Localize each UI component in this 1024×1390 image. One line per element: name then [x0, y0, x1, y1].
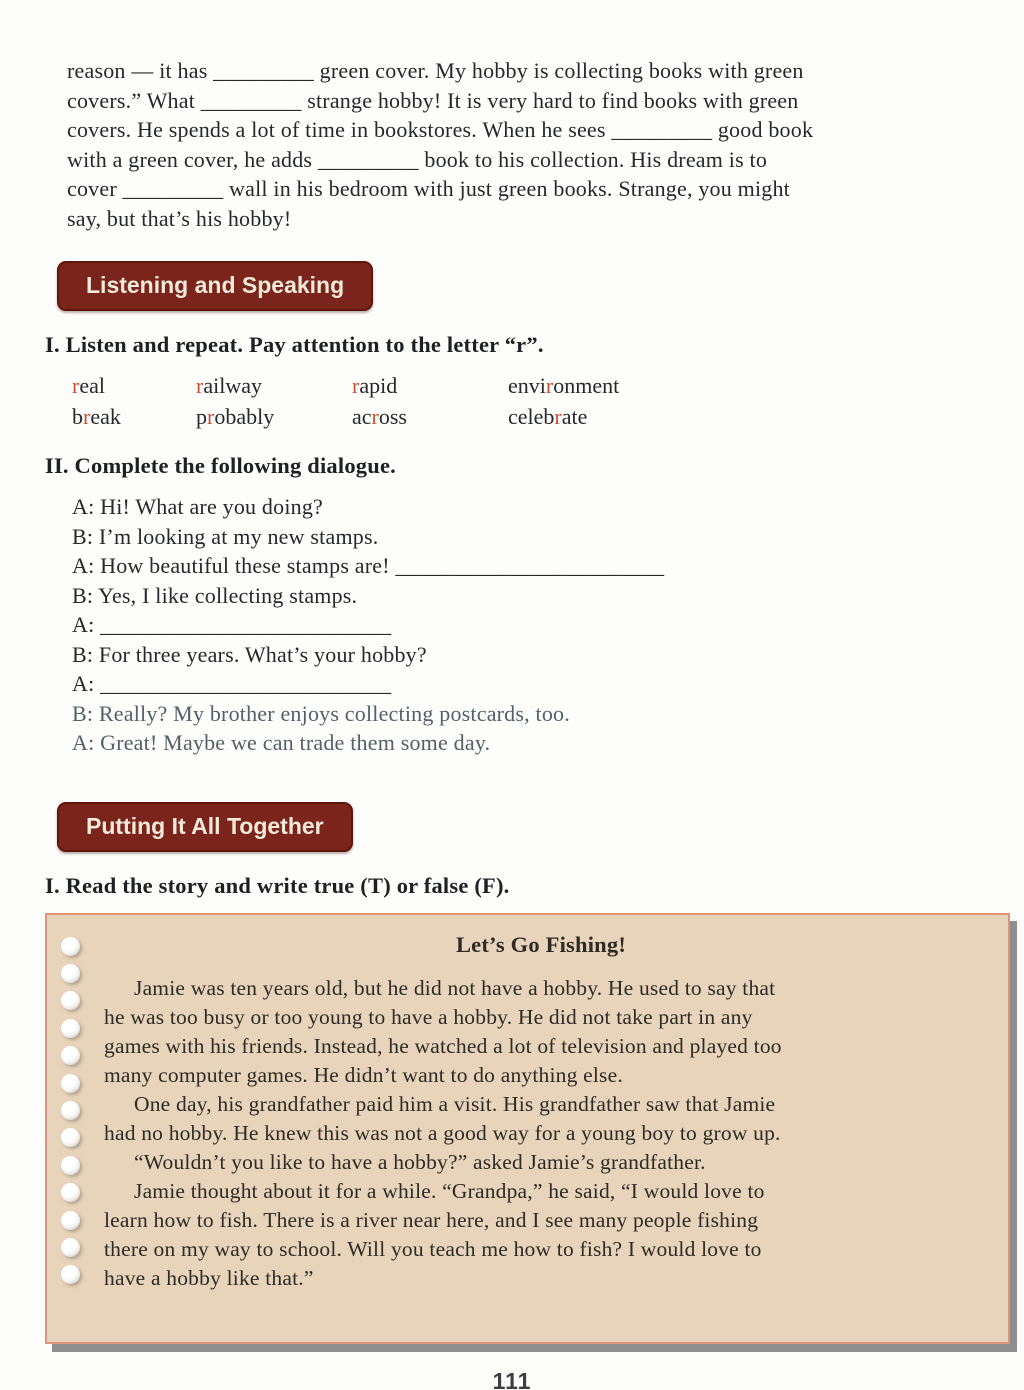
intro-line: say, but that’s his hobby!: [67, 205, 292, 231]
task-read-story-heading: I. Read the story and write true (T) or false (F).: [45, 872, 510, 898]
page-number: 111: [492, 1367, 532, 1390]
binding-hole-icon: [61, 964, 80, 983]
story-line: Jamie thought about it for a while. “Grandpa,” he said, “I would love to: [134, 1178, 765, 1203]
word-part: oss: [378, 404, 407, 429]
intro-line: cover _________ wall in his bedroom with just green books. Strange, you might: [67, 176, 790, 201]
word-part: envi: [508, 373, 546, 398]
word-part: onment: [553, 373, 620, 398]
word-part: celeb: [508, 404, 555, 429]
dialogue-line: A: Great! Maybe we can trade them some day.: [72, 730, 491, 755]
story-title: Let’s Go Fishing!: [455, 931, 627, 957]
dialogue-line: B: Yes, I like collecting stamps.: [72, 582, 358, 608]
dialogue-line: A: Hi! What are you doing?: [72, 494, 324, 519]
word-rapid: [352, 370, 508, 401]
story-line: he was too busy or too young to have a hobby. He did not take part in any: [104, 1004, 753, 1029]
story-line: “Wouldn’t you like to have a hobby?” asked Jamie’s grandfather.: [134, 1149, 706, 1174]
word-part: b: [72, 404, 83, 429]
binding-hole-icon: [61, 1211, 80, 1230]
task-complete-dialogue-heading: II. Complete the following dialogue.: [45, 453, 396, 478]
word-part: ac: [352, 404, 372, 429]
binding-hole-icon: [61, 991, 80, 1010]
intro-line: reason — it has _________ green cover. My hobby is collecting books with green: [67, 58, 804, 83]
putting-it-all-together-banner: Putting It All Together: [57, 802, 353, 852]
binding-hole-icon: [61, 1128, 80, 1147]
task-listen-repeat-heading: I. Listen and repeat. Pay attention to the letter “r”.: [45, 332, 544, 357]
story-line: learn how to fish. There is a river near here, and I see many people fishing: [104, 1207, 759, 1232]
word-railway: [196, 370, 352, 401]
dialogue-line: B: I’m looking at my new stamps.: [72, 523, 379, 549]
story-text: [104, 974, 978, 1293]
word-part-red-r: r: [196, 373, 204, 398]
word-celebrate: [508, 401, 1024, 432]
word-probably: [196, 401, 352, 432]
dialogue-blank-line: A: __________________________: [72, 671, 392, 696]
intro-line: with a green cover, he adds _________ book to his collection. His dream is to: [67, 146, 768, 172]
word-part: p: [196, 404, 207, 429]
binding-hole-icon: [61, 1046, 80, 1065]
binding-hole-icon: [61, 1101, 80, 1120]
word-part-red-r: r: [554, 404, 562, 429]
dialogue-line-with-blank: A: How beautiful these stamps are! ________________________: [72, 553, 665, 578]
intro-paragraph: [67, 0, 1024, 233]
binding-hole-icon: [61, 1074, 80, 1093]
word-part-red-r: r: [83, 404, 91, 429]
binding-hole-icon: [61, 1019, 80, 1038]
binding-hole-icon: [61, 1156, 80, 1175]
intro-line: covers. He spends a lot of time in bookstores. When he sees _________ good book: [67, 117, 814, 142]
word-part: ate: [561, 404, 588, 429]
intro-line: covers.” What _________ strange hobby! It is very hard to find books with green: [67, 87, 799, 113]
binding-holes: [61, 937, 80, 1285]
word-drill-grid: [72, 370, 1024, 432]
dialogue-line: B: For three years. What’s your hobby?: [72, 641, 427, 667]
word-part: ailway: [203, 373, 262, 398]
word-part: apid: [359, 373, 398, 398]
listening-speaking-banner: Listening and Speaking: [57, 261, 373, 311]
word-part: obably: [214, 404, 275, 429]
story-line: One day, his grandfather paid him a visit. His grandfather saw that Jamie: [134, 1091, 776, 1116]
story-line: had no hobby. He knew this was not a good way for a young boy to grow up.: [104, 1120, 781, 1145]
binding-hole-icon: [61, 937, 80, 956]
word-part-red-r: r: [72, 373, 80, 398]
word-break: [72, 401, 196, 432]
word-across: [352, 401, 508, 432]
word-real: [72, 370, 196, 401]
binding-hole-icon: [61, 1265, 80, 1284]
story-line: there on my way to school. Will you teach me how to fish? I would love to: [104, 1236, 762, 1261]
binding-hole-icon: [61, 1238, 80, 1257]
word-environment: [508, 370, 1024, 401]
story-line: games with his friends. Instead, he watched a lot of television and played too: [104, 1033, 782, 1058]
word-part: eak: [90, 404, 121, 429]
word-part-red-r: r: [371, 404, 379, 429]
story-line: Jamie was ten years old, but he did not have a hobby. He used to say that: [134, 975, 776, 1000]
word-part-red-r: r: [207, 404, 215, 429]
story-line: have a hobby like that.”: [104, 1265, 314, 1290]
story-line: many computer games. He didn’t want to do anything else.: [104, 1062, 623, 1087]
word-part: eal: [79, 373, 105, 398]
binding-hole-icon: [61, 1183, 80, 1202]
story-box: [45, 913, 1010, 1344]
dialogue-blank-line: A: __________________________: [72, 612, 392, 637]
word-part-red-r: r: [545, 373, 554, 398]
dialogue-line: B: Really? My brother enjoys collecting postcards, too.: [72, 700, 570, 726]
dialogue-exercise: [72, 492, 1024, 758]
word-part-red-r: r: [352, 373, 360, 398]
